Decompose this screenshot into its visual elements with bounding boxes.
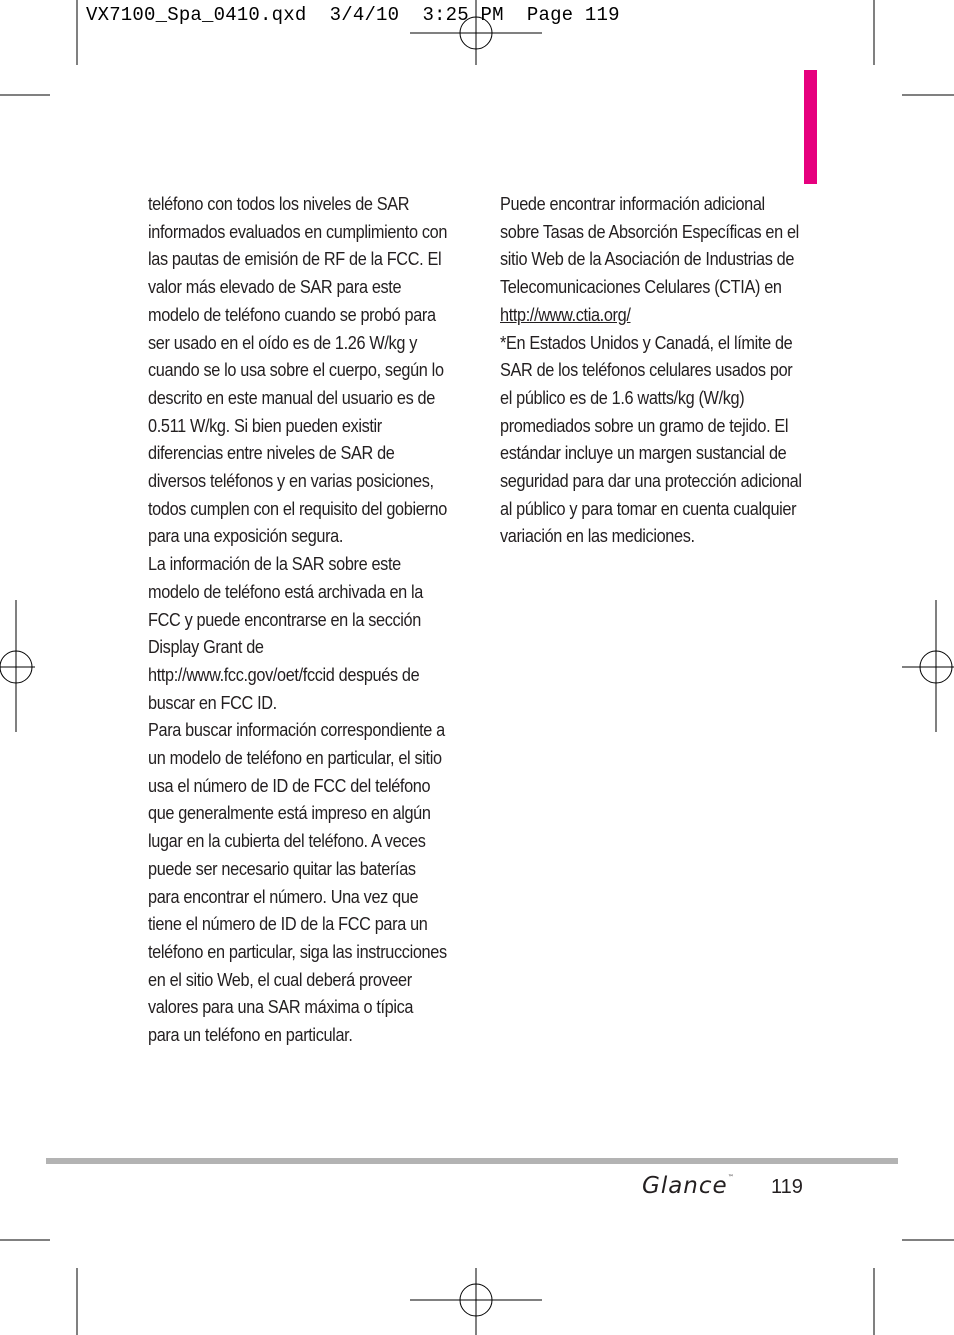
paragraph-sar-info-fcc: La información de la SAR sobre este modelo de teléfono está archivada en la FCC y puede encontrarse en la sección Display Grant de http://www.fcc.gov/oet/fccid después de buscar en FCC ID. <box>148 553 423 713</box>
paragraph-search-info: Para buscar información correspondiente a un modelo de teléfono en particular, el sitio usa el número de ID de FCC del teléfono que generalmente está impreso en algún lugar en la cubierta del teléfono. A veces puede ser necesario quitar las baterías para encontrar el número. Una vez que tiene el número de ID de la FCC para un teléfono en particular, siga las instrucciones en el sitio Web, el cual deberá proveer valores para una SAR máxima o típica para un teléfono en particular. <box>148 719 447 1046</box>
ctia-link[interactable]: http://www.ctia.org/ <box>500 303 631 325</box>
paragraph-sar-levels: teléfono con todos los niveles de SAR informados evaluados en cumplimiento con las pautas de emisión de RF de la FCC. El valor más elevado de SAR para este modelo de teléfono cuando se probó para ser usado en el oído es de 1.26 W/kg y cuando se lo usa sobre el cuerpo, según lo descrito en este manual del usuario es de 0.511 W/kg. Si bien pueden existir diferencias entre niveles de SAR de diversos teléfonos y en varias posiciones, todos cumplen con el requisito del gobierno para una exposición segura. <box>148 193 448 547</box>
right-column <box>500 190 804 550</box>
brand-name: Glance <box>642 1173 728 1199</box>
left-column <box>148 190 447 1049</box>
brand-logo: Glance™ <box>642 1173 735 1199</box>
page-number: 119 <box>771 1176 803 1198</box>
footer-rule <box>46 1158 898 1164</box>
section-tab-accent <box>804 70 817 184</box>
paragraph-sar-limit-footnote: *En Estados Unidos y Canadá, el límite de SAR de los teléfonos celulares usados por el público es de 1.6 watts/kg (W/kg) promediados sobre un gramo de tejido. El estándar incluye un margen sustancial de seguridad para dar una protección adicional al público y para tomar en cuenta cualquier variación en las mediciones. <box>500 331 802 547</box>
paragraph-ctia-info: Puede encontrar información adicional sobre Tasas de Absorción Específicas en el sitio Web de la Asociación de Industrias de Telecomunicaciones Celulares (CTIA) en <box>500 193 799 298</box>
print-slug: VX7100_Spa_0410.qxd 3/4/10 3:25 PM Page 119 <box>86 4 620 26</box>
